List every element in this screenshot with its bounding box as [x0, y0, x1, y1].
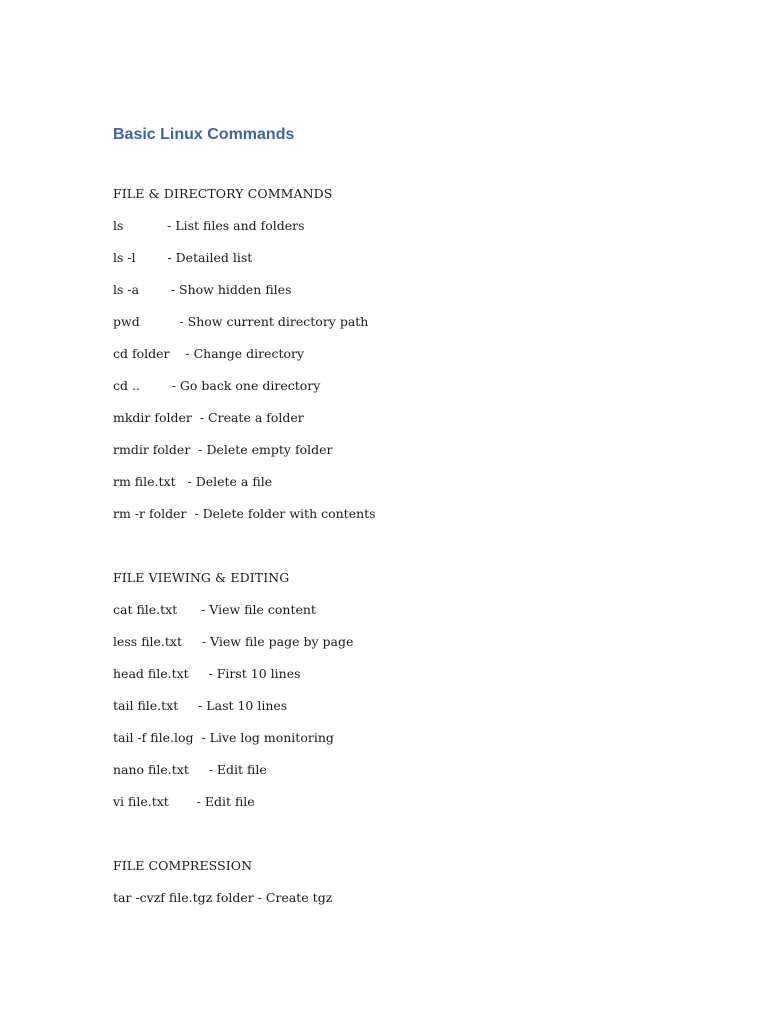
command-line: pwd - Show current directory path	[113, 314, 369, 329]
command-line: ls - List files and folders	[113, 218, 305, 233]
section-file-directory-commands	[113, 178, 713, 530]
command-line: tail file.txt - Last 10 lines	[113, 698, 288, 713]
section-file-compression	[113, 850, 713, 914]
command-line: less file.txt - View file page by page	[113, 634, 354, 649]
command-line: cd folder - Change directory	[113, 346, 305, 361]
section-file-viewing-editing	[113, 562, 713, 818]
command-line: vi file.txt - Edit file	[113, 794, 255, 809]
section-heading: FILE VIEWING & EDITING	[113, 570, 290, 585]
command-line: ls -a - Show hidden files	[113, 282, 292, 297]
command-line: nano file.txt - Edit file	[113, 762, 267, 777]
document-title: Basic Linux Commands	[113, 126, 295, 143]
command-line: tar -cvzf file.tgz folder - Create tgz	[113, 890, 333, 905]
command-line: cat file.txt - View file content	[113, 602, 316, 617]
command-line: rm file.txt - Delete a file	[113, 474, 273, 489]
command-line: rmdir folder - Delete empty folder	[113, 442, 333, 457]
command-line: tail -f file.log - Live log monitoring	[113, 730, 334, 745]
section-heading: FILE & DIRECTORY COMMANDS	[113, 186, 333, 201]
document-body	[113, 124, 713, 946]
section-heading: FILE COMPRESSION	[113, 858, 253, 873]
command-line: rm -r folder - Delete folder with contents	[113, 506, 376, 521]
command-line: ls -l - Detailed list	[113, 250, 253, 265]
command-line: cd .. - Go back one directory	[113, 378, 321, 393]
command-line: mkdir folder - Create a folder	[113, 410, 304, 425]
command-line: head file.txt - First 10 lines	[113, 666, 301, 681]
